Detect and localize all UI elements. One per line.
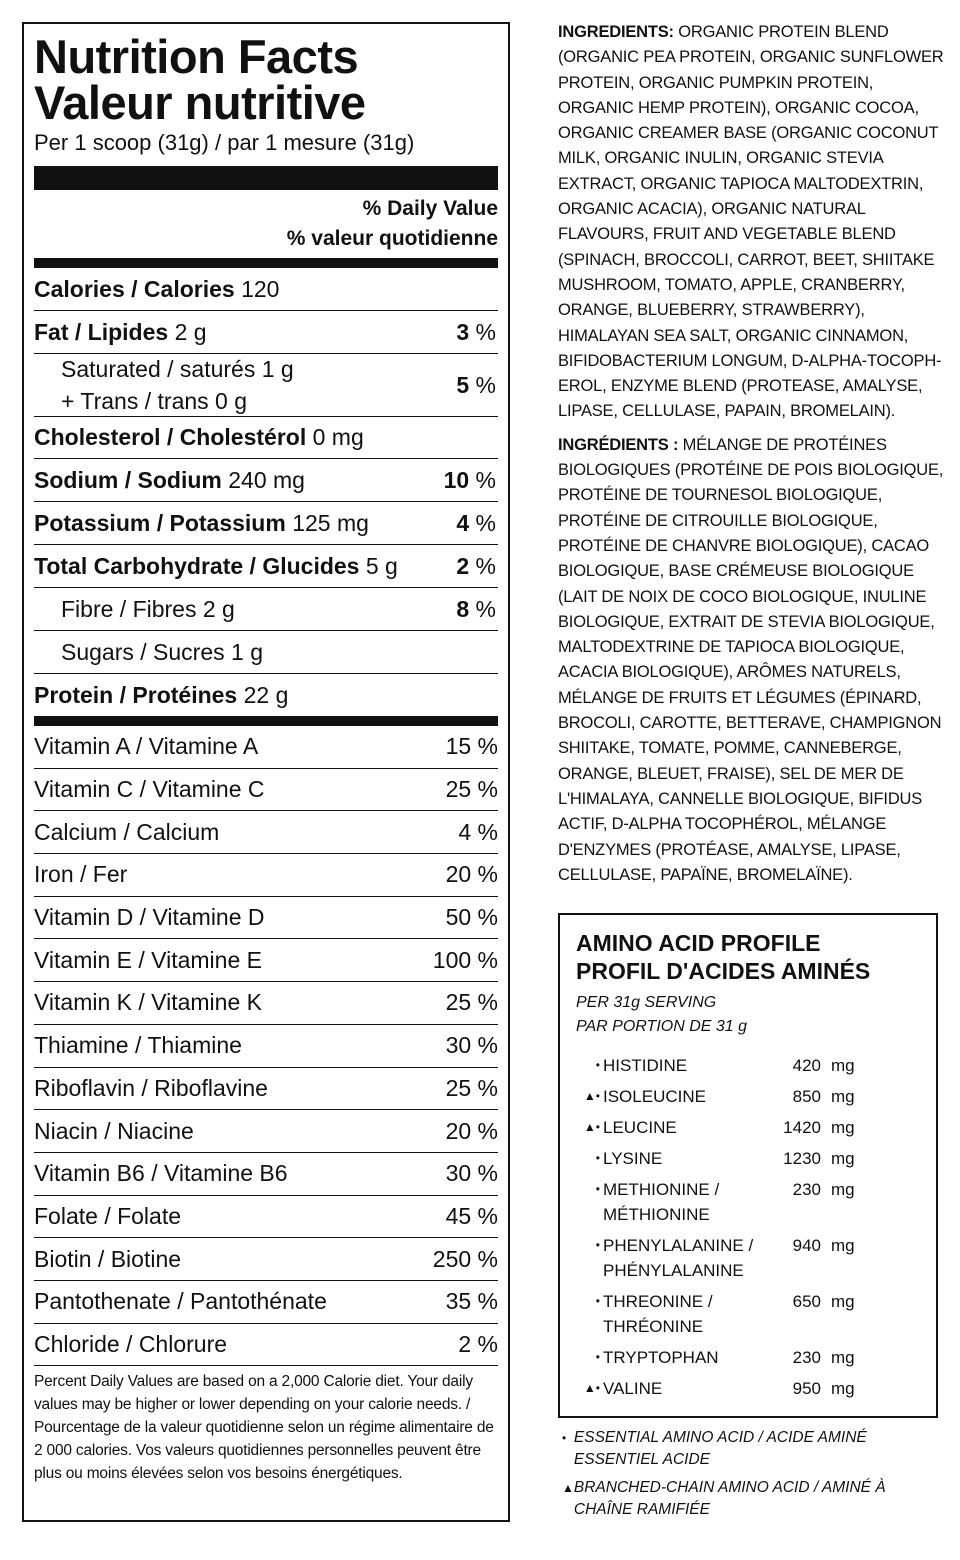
ingredients-fr-label: INGRÉDIENTS : xyxy=(558,435,679,454)
vitamin-name: Folate / Folate xyxy=(34,1202,182,1229)
cholesterol-row xyxy=(34,417,498,459)
ingredients-fr-text: MÉLANGE DE PROTÉINES BIOLOGIQUES (PROTÉINE DE POIS BIOLOGIQUE, PROTÉINE DE TOURNESOL BIOLOGIQUE, PROTÉINE DE CITROUILLE BIOLOGIQUE, PROTÉINE DE CHANVRE BIOLOGIQUE), CACAO BIOLOGIQUE, BASE CRÉMEUSE BIOLOGIQUE (LAIT DE NOIX DE COCO BIOLOGIQUE, INULINE BIOLOGIQUE, EXTRAIT DE STEVIA BIOLOGIQUE, MALTODEXTRINE DE TAPIOCA BIOLOGIQUE, ACACIA BIOLOGIQUE), ARÔMES NATURELS, MÉLANGE DE FRUITS ET LÉGUMES (ÉPINARD, BROCOLI, CAROTTE, BETTERAVE, CHAMPIGNON SHIITAKE, TOMATE, POMME, CANNEBERGE, ORANGE, BLEUET, FRAISE), SEL DE MER DE L'HIMALAYA, CANNELLE BIOLOGIQUE, BIFIDUS ACTIF, D-ALPHA TOCOPHÉROL, MÉLANGE D'ENZYMES (PROTÉASE, AMALYSE, LIPASE, CELLULASE, PAPAÏNE, BROMELAÏNE). xyxy=(558,435,944,884)
fat-pct: 3 xyxy=(456,318,470,345)
vitamin-pct: 30 % xyxy=(445,1160,498,1187)
vitamin-pct: 35 % xyxy=(445,1288,498,1315)
vitamin-name: Vitamin E / Vitamine E xyxy=(34,946,262,973)
vitamin-pct: 15 % xyxy=(445,733,498,760)
amino-row xyxy=(576,1345,920,1370)
amino-unit: mg xyxy=(831,1180,855,1199)
sugars-row xyxy=(34,631,498,674)
sodium-pct: 10 xyxy=(443,466,470,493)
calories-row xyxy=(34,268,498,311)
potassium-row: Potassium / Potassium 125 mg 4 % xyxy=(34,502,498,545)
amino-title-fr: PROFIL D'ACIDES AMINÉS xyxy=(576,958,871,984)
saturated-row: Saturated / saturés 1 g + Trans / trans 0 g 5 % xyxy=(34,354,498,417)
sodium-label: Sodium / Sodium xyxy=(34,466,222,493)
dv-en: % Daily Value xyxy=(362,197,498,220)
amino-mark: ▲• xyxy=(583,1120,600,1134)
ingredients-en-text: ORGANIC PROTEIN BLEND (ORGANIC PEA PROTEIN, ORGANIC SUNFLOWER PROTEIN, ORGANIC PUMPKIN PROTEIN, ORGANIC HEMP PROTEIN), ORGANIC COCOA, ORGANIC CREAMER BASE (ORGANIC COCONUT MILK, ORGANIC INULIN, ORGANIC STEVIA EXTRACT, ORGANIC TAPIOCA MALTODEXTRIN, ORGANIC ACACIA), ORGANIC NATURAL FLAVOURS, FRUIT AND VEGETABLE BLEND (SPINACH, BROCCOLI, CARROT, BEET, SHIITAKE MUSHROOM, TOMATO, APPLE, CRANBERRY, ORANGE, BLUEBERRY, STRAWBERRY), HIMALAYAN SEA SALT, ORGANIC CINNAMON, BIFIDOBACTERIUM LONGUM, D-ALPHA-TOCOPH-EROL, ENZYME BLEND (PROTEASE, AMALYSE, LIPASE, CELLULASE, PAPAIN, BROMELAIN). xyxy=(558,23,944,421)
amino-row xyxy=(576,1053,920,1078)
sugars-line: Sugars / Sucres 1 g xyxy=(61,638,263,665)
amino-unit: mg xyxy=(831,1149,855,1168)
amino-unit: mg xyxy=(831,1348,855,1367)
potassium-label: Potassium / Potassium xyxy=(34,509,286,536)
calories-label: Calories / Calories xyxy=(34,275,235,302)
legend-symbol: ▲ xyxy=(562,1481,574,1495)
vitamin-pct: 45 % xyxy=(445,1202,498,1229)
potassium-pct: 4 xyxy=(456,509,470,536)
fat-row: Fat / Lipides 2 g 3 % xyxy=(34,311,498,354)
ingredients-fr xyxy=(558,433,948,888)
legend-text: BRANCHED-CHAIN AMINO ACID / AMINÉ À CHAÎNE RAMIFIÉE xyxy=(573,1479,886,1518)
vitamin-row xyxy=(34,1068,498,1111)
legend-item xyxy=(562,1477,942,1521)
vitamin-pct: 250 % xyxy=(432,1245,498,1272)
vitamin-pct: 4 % xyxy=(458,818,498,845)
vitamin-pct: 50 % xyxy=(445,904,498,931)
amino-mark: • xyxy=(595,1238,600,1252)
daily-value-header xyxy=(34,194,498,254)
vitamin-name: Vitamin C / Vitamine C xyxy=(34,776,265,803)
cholesterol-label: Cholesterol / Cholestérol xyxy=(34,424,307,450)
dv-fr: % valeur quotidienne xyxy=(286,227,498,250)
medium-divider xyxy=(34,258,498,268)
vitamin-name: Vitamin K / Vitamine K xyxy=(34,989,262,1016)
trans-line: + Trans / trans 0 g xyxy=(61,388,248,414)
fibre-pct: 8 xyxy=(456,595,470,622)
thick-divider xyxy=(34,166,498,190)
vitamin-pct: 25 % xyxy=(445,989,498,1016)
vitamin-pct: 25 % xyxy=(445,776,498,803)
vitamin-name: Vitamin D / Vitamine D xyxy=(34,904,265,931)
vitamin-name: Chloride / Chlorure xyxy=(34,1330,228,1357)
amino-value: 1230 xyxy=(783,1149,821,1168)
vitamin-name: Iron / Fer xyxy=(34,861,128,888)
amino-title xyxy=(576,929,920,985)
fibre-row: Fibre / Fibres 2 g 8 % xyxy=(34,588,498,631)
sodium-row: Sodium / Sodium 240 mg 10 % xyxy=(34,459,498,502)
amino-name: HISTIDINE xyxy=(603,1056,688,1075)
ingredients-en-label: INGREDIENTS: xyxy=(558,23,674,41)
title-en: Nutrition Facts xyxy=(34,30,359,83)
amino-sub-fr: PAR PORTION DE 31 g xyxy=(576,1018,748,1035)
protein-row xyxy=(34,674,498,716)
vitamin-divider xyxy=(34,716,498,726)
ingredients-en xyxy=(558,20,948,425)
amino-mark: • xyxy=(595,1294,600,1308)
nutrition-facts-panel xyxy=(22,22,510,1522)
cholesterol-value: 0 mg xyxy=(312,424,364,450)
vitamin-pct: 20 % xyxy=(445,1117,498,1144)
title-fr: Valeur nutritive xyxy=(34,76,366,129)
vitamin-row xyxy=(34,897,498,940)
fat-label: Fat / Lipides xyxy=(34,318,169,345)
protein-label: Protein / Protéines xyxy=(34,681,238,708)
vitamin-pct: 2 % xyxy=(458,1330,498,1357)
vitamin-name: Riboflavin / Riboflavine xyxy=(34,1074,268,1101)
vitamin-pct: 25 % xyxy=(445,1074,498,1101)
vitamin-row xyxy=(34,1025,498,1068)
fat-value: 2 g xyxy=(174,318,207,345)
amino-mark: • xyxy=(595,1151,600,1165)
vitamin-name: Vitamin B6 / Vitamine B6 xyxy=(34,1160,288,1187)
amino-mark: • xyxy=(595,1182,600,1196)
amino-value: 230 xyxy=(792,1348,821,1367)
amino-sub-en: PER 31g SERVING xyxy=(576,994,717,1011)
vitamin-row xyxy=(34,769,498,812)
amino-mark: • xyxy=(595,1350,600,1364)
saturated-pct: 5 xyxy=(456,371,470,398)
amino-row xyxy=(576,1084,920,1109)
ingredients-block xyxy=(558,20,948,896)
amino-unit: mg xyxy=(831,1236,855,1255)
vitamin-row xyxy=(34,1238,498,1281)
amino-name: LEUCINE xyxy=(603,1118,677,1137)
amino-row xyxy=(576,1289,920,1339)
amino-title-en: AMINO ACID PROFILE xyxy=(576,930,821,956)
amino-value: 420 xyxy=(792,1056,821,1075)
amino-name: VALINE xyxy=(603,1379,663,1398)
saturated-line: Saturated / saturés 1 g xyxy=(61,356,294,382)
vitamin-pct: 100 % xyxy=(432,946,498,973)
legend-item xyxy=(562,1427,942,1471)
carbohydrate-label: Total Carbohydrate / Glucides xyxy=(34,552,360,579)
amino-row xyxy=(576,1376,920,1401)
vitamin-name: Thiamine / Thiamine xyxy=(34,1032,242,1059)
footnote: Percent Daily Values are based on a 2,000 Calorie diet. Your daily values may be higher or lower depending on your calorie needs. / Pourcentage de la valeur quotidienne selon un régime alimentaire de 2 000 calories. Vos valeurs quotidiennes personnelles peuvent être plus ou moins élevées selon vos besoins énergétiques. xyxy=(34,1373,494,1483)
amino-unit: mg xyxy=(831,1292,855,1311)
potassium-value: 125 mg xyxy=(292,509,369,536)
amino-legend xyxy=(562,1427,942,1527)
amino-name: TRYPTOPHAN xyxy=(603,1348,719,1367)
amino-unit: mg xyxy=(831,1087,855,1106)
vitamin-name: Biotin / Biotine xyxy=(34,1245,182,1272)
vitamin-pct: 30 % xyxy=(445,1032,498,1059)
calories-value: 120 xyxy=(241,275,280,302)
carbohydrate-pct: 2 xyxy=(456,552,470,579)
amino-unit: mg xyxy=(831,1379,855,1398)
carbohydrate-value: 5 g xyxy=(365,552,398,579)
vitamin-name: Pantothenate / Pantothénate xyxy=(34,1288,327,1315)
amino-name: PHENYLALANINE / PHÉNYLALANINE xyxy=(603,1236,754,1280)
amino-mark: ▲• xyxy=(583,1381,600,1395)
amino-row xyxy=(576,1177,920,1227)
amino-value: 950 xyxy=(792,1379,821,1398)
amino-subtitle xyxy=(576,991,920,1039)
amino-value: 650 xyxy=(792,1292,821,1311)
vitamin-name: Vitamin A / Vitamine A xyxy=(34,733,259,760)
amino-name: THREONINE / THRÉONINE xyxy=(603,1292,713,1336)
vitamin-row xyxy=(34,982,498,1025)
amino-row xyxy=(576,1146,920,1171)
vitamin-row xyxy=(34,1153,498,1196)
amino-value: 850 xyxy=(792,1087,821,1106)
vitamin-row xyxy=(34,1110,498,1153)
protein-value: 22 g xyxy=(243,681,289,708)
vitamin-name: Calcium / Calcium xyxy=(34,818,220,845)
amino-name: ISOLEUCINE xyxy=(603,1087,706,1106)
vitamin-row xyxy=(34,854,498,897)
vitamin-row xyxy=(34,1196,498,1239)
amino-acid-panel xyxy=(558,913,938,1418)
carbohydrate-row: Total Carbohydrate / Glucides 5 g 2 % xyxy=(34,545,498,588)
amino-value: 1420 xyxy=(783,1118,821,1137)
vitamin-row xyxy=(34,811,498,854)
fibre-line: Fibre / Fibres 2 g xyxy=(61,595,235,622)
legend-symbol: • xyxy=(562,1431,567,1445)
vitamin-name: Niacin / Niacine xyxy=(34,1117,194,1144)
amino-unit: mg xyxy=(831,1118,855,1137)
amino-name: METHIONINE / MÉTHIONINE xyxy=(603,1180,720,1224)
serving-size: Per 1 scoop (31g) / par 1 mesure (31g) xyxy=(34,130,415,155)
vitamin-row xyxy=(34,1281,498,1324)
nutrition-title xyxy=(34,30,498,129)
vitamin-row xyxy=(34,726,498,769)
amino-mark: • xyxy=(595,1058,600,1072)
legend-text: ESSENTIAL AMINO ACID / ACIDE AMINÉ ESSENTIEL ACIDE xyxy=(573,1429,867,1468)
amino-value: 940 xyxy=(792,1236,821,1255)
amino-name: LYSINE xyxy=(603,1149,663,1168)
vitamin-row xyxy=(34,1324,498,1367)
amino-row xyxy=(576,1233,920,1283)
vitamin-row xyxy=(34,939,498,982)
amino-unit: mg xyxy=(831,1056,855,1075)
vitamins-list xyxy=(34,726,498,1366)
amino-row xyxy=(576,1115,920,1140)
vitamin-pct: 20 % xyxy=(445,861,498,888)
sodium-value: 240 mg xyxy=(228,466,305,493)
amino-list xyxy=(576,1053,920,1401)
amino-value: 230 xyxy=(792,1180,821,1199)
amino-mark: ▲• xyxy=(583,1089,600,1103)
